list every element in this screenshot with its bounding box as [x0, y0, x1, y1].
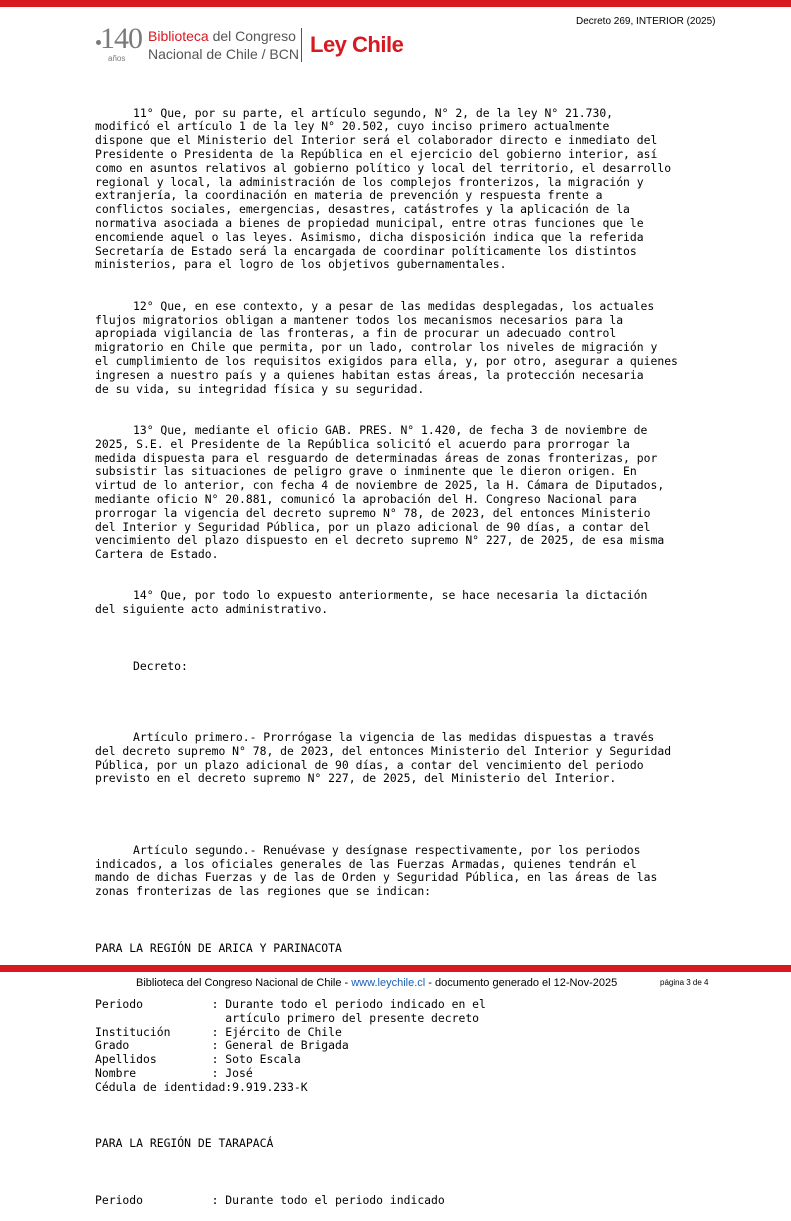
region-arica-table: Periodo : Durante todo el periodo indicado en el artículo primero del presente decreto Institución : Ejército de Chile Grado : General de Brigada Apellidos : Soto Escala Nombre : José Cédula de identidad:9.919.233-K: [95, 997, 486, 1094]
page-number: página 3 de 4: [660, 978, 709, 987]
article-first: Artículo primero.- Prorrógase la vigencia de las medidas dispuestas a través del decreto supremo N° 78, de 2023, del entonces Ministerio del Interior y Seguridad Pública, por un plazo adicional de 90 días, a contar del vencimiento del periodo previsto en el decreto supremo N° 227, de 2025, del Ministerio del Interior.: [95, 730, 672, 786]
region-tarapaca-table: Periodo : Durante todo el periodo indicado: [95, 1192, 445, 1207]
logo-separator: [301, 28, 302, 62]
region-tarapaca-title: PARA LA REGIÓN DE TARAPACÁ: [95, 1136, 274, 1151]
top-red-bar: [0, 0, 791, 7]
logo-140-number: 140: [100, 22, 142, 55]
footer-link[interactable]: www.leychile.cl: [351, 977, 426, 989]
logo-brand-rest: del Congreso: [208, 28, 296, 44]
logo-brand-line1: [148, 28, 296, 44]
paragraph-12: 12° Que, en ese contexto, y a pesar de las medidas desplegadas, los actuales flujos migratorios obligan a mantener todos los mecanismos necesarios para la apropiada vigilancia de las fronteras, a fin de procurar un adecuado control migratorio en Chile que permita, por un lado, controlar los niveles de migración y el cumplimiento de los requisitos exigidos para ella, y, por otro, asegurar a quienes ingresen a nuestro país y a quienes habitan estas áreas, la protección necesaria de su vida, su integridad física y su seguridad.: [95, 298, 678, 396]
logo-ley-chile: Ley Chile: [310, 32, 404, 57]
document-body: [95, 79, 745, 1221]
bcn-logo[interactable]: [96, 22, 406, 68]
bottom-red-bar: [0, 965, 791, 972]
article-second: Artículo segundo.- Renuévase y desígnase respectivamente, por los periodos indicados, a los oficiales generales de las Fuerzas Armadas, quienes tendrán el mando de dichas Fuerzas y de las de Orden y Seguridad Pública, en las áreas de las zonas fronterizas de las regiones que se indican:: [95, 842, 658, 899]
logo-years: años: [108, 54, 126, 63]
decreto-label: Decreto:: [133, 658, 188, 673]
paragraph-14: 14° Que, por todo lo expuesto anteriormente, se hace necesaria la dictación del siguiente acto administrativo.: [95, 588, 648, 617]
region-arica-title: PARA LA REGIÓN DE ARICA Y PARINACOTA: [95, 940, 342, 955]
paragraph-13: 13° Que, mediante el oficio GAB. PRES. N° 1.420, de fecha 3 de noviembre de 2025, S.E. el Presidente de la República solicitó el acuerdo para prorrogar la medida dispuesta para el resguardo de determinadas áreas de zonas fronterizas, por subsistir las situaciones de peligro grave o inminente que le dieron origen. En virtud de lo anterior, con fecha 4 de noviembre de 2025, la H. Cámara de Diputados, mediante oficio N° 20.881, comunicó la aprobación del H. Congreso Nacional para prorrogar la vigencia del decreto supremo N° 78, de 2023, del entonces Ministerio del Interior y Seguridad Pública, por un plazo adicional de 90 días, a contar del vencimiento del plazo dispuesto en el decreto supremo N° 227, de 2025, de esa misma Cartera de Estado.: [95, 422, 665, 562]
footer-prefix: Biblioteca del Congreso Nacional de Chile -: [136, 977, 352, 989]
footer-text: [136, 977, 617, 989]
logo-brand-red: Biblioteca: [148, 28, 209, 44]
document-title: Decreto 269, INTERIOR (2025): [576, 16, 716, 27]
logo-brand-line2: Nacional de Chile / BCN: [148, 46, 299, 62]
paragraph-11: 11° Que, por su parte, el artículo segundo, N° 2, de la ley N° 21.730, modificó el artículo 1 de la ley N° 20.502, cuyo inciso primero actualmente dispone que el Ministerio del Interior será el colaborador directo e inmediato del Presidente o Presidenta de la República en el ejercicio del gobierno interior, así como en asuntos relativos al gobierno político y local del territorio, el desarrollo regional y local, la administración de los complejos fronterizos, la migración y extranjería, la coordinación en materia de prevención y respuesta frente a conflictos sociales, emergencias, desastres, catástrofes y la aplicación de la normativa asociada a bienes de propiedad municipal, entre otras funciones que le encomiende aquel o las leyes. Asimismo, dicha disposición indica que la referida Secretaría de Estado será la encargada de coordinar políticamente los distintos ministerios, para el logro de los objetivos gubernamentales.: [95, 105, 672, 272]
footer-suffix: - documento generado el 12-Nov-2025: [425, 977, 618, 989]
